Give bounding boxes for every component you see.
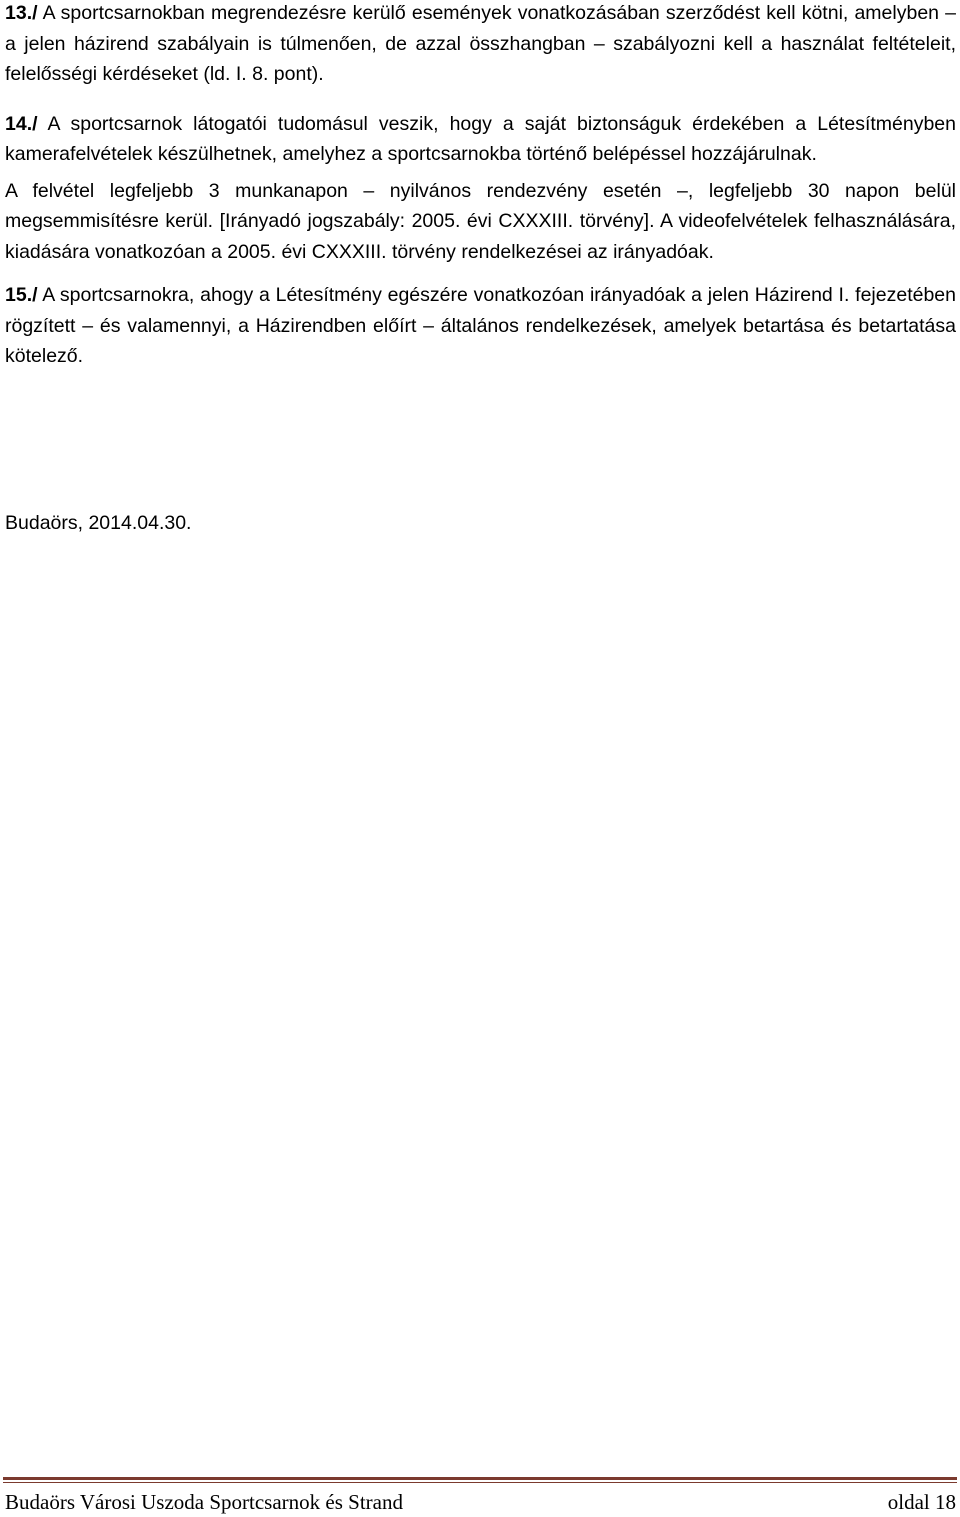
footer-rule-thick: [3, 1477, 957, 1480]
page-footer: [5, 1487, 956, 1517]
footer-organization: Budaörs Városi Uszoda Sportcsarnok és Strand: [5, 1490, 403, 1514]
document-body: [5, 0, 956, 372]
paragraph-number: 13./: [5, 2, 38, 24]
paragraph-14: [5, 109, 956, 170]
footer-page-number: oldal 18: [887, 1490, 956, 1514]
paragraph-15: [5, 280, 956, 372]
paragraph-number: 15./: [5, 284, 38, 306]
paragraph-text: A sportcsarnokra, ahogy a Létesítmény egészére vonatkozóan irányadóak a jelen Házirend I. fejezetében rögzített – és valamennyi, a Házirendben előírt – általános rendelkezések, amelyek betartása és betartatása kötelező.: [5, 284, 956, 367]
footer-rule-thin: [3, 1482, 957, 1483]
paragraph-number: 14./: [5, 112, 38, 135]
paragraph-14-continued: A felvétel legfeljebb 3 munkanapon – nyilvános rendezvény esetén –, legfeljebb 30 napon belül megsemmisítésre kerül. [Irányadó jogszabály: 2005. évi CXXXIII. törvény]. A videofelvételek felhasználására, kiadására vonatkozóan a 2005. évi CXXXIII. törvény rendelkezései az irányadóak.: [5, 179, 956, 263]
document-date: Budaörs, 2014.04.30.: [5, 512, 192, 534]
paragraph-13: [5, 0, 956, 90]
paragraph-text: A sportcsarnokban megrendezésre kerülő események vonatkozásában szerződést kell kötni, amelyben – a jelen házirend szabályain is túlmenően, de azzal összhangban – szabályozni kell a használat feltételeit, felelősségi kérdéseket (ld. I. 8. pont).: [5, 2, 956, 85]
paragraph-text: A sportcsarnok látogatói tudomásul veszik, hogy a saját biztonságuk érdekében a Létesítményben kamerafelvételek készülhetnek, amelyhez a sportcsarnokba történő belépéssel hozzájárulnak.: [5, 112, 956, 165]
